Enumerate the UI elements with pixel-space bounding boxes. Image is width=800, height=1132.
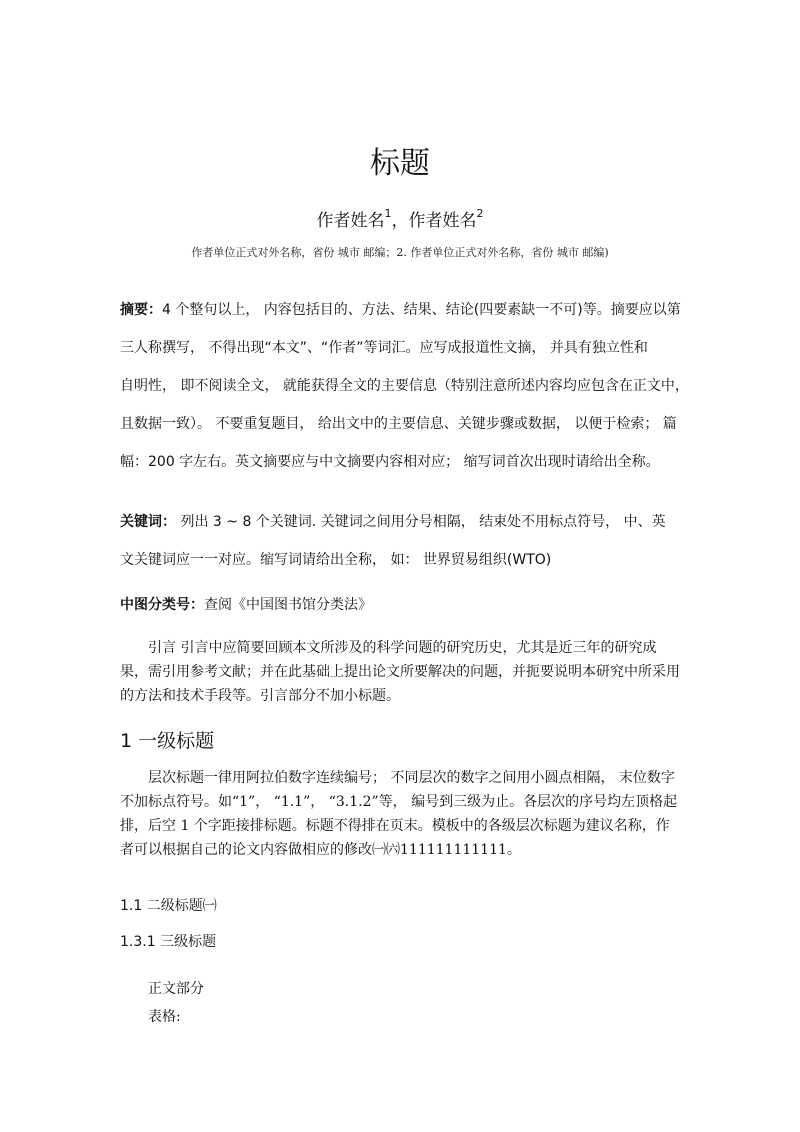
keywords-label: 关键词： [120,514,176,530]
table-label: 表格: [148,1009,181,1025]
intro-text: 引言 引言中应简要回顾本文所涉及的科学问题的研究历史，尤其是近三年的研究成果，需引用参考文献；并在此基础上提出论文所要解决的问题，并扼要说明本研究中所采用的方法和技术手段等。引言部分不加小标题。 [120,640,680,704]
author-affil-mark: 2 [476,207,484,221]
heading-level-1: 1 一级标题 [120,730,215,752]
clc-label: 中图分类号： [120,597,204,613]
abstract-line: 幅：200 字左右。英文摘要应与中文摘要内容相对应； 缩写词首次出现时请给出全称。 [120,454,660,470]
abstract-line: 自明性， 即不阅读全文， 就能获得全文的主要信息（特别注意所述内容均应包含在正文中， [120,378,689,394]
abstract-line: 三人称撰写， 不得出现“本文”、“作者”等词汇。应写成报道性文摘， 并具有独立性和 [120,340,648,356]
keywords-line [120,512,682,550]
author-name: 作者姓名 [316,211,385,231]
affiliation-line: 作者单位正式对外名称，省份 城市 邮编；2. 作者单位正式对外名称，省份 城市 邮编) [191,246,609,259]
clc-line [120,595,682,615]
section1-paragraph [120,766,682,862]
body-part-label: 正文部分 [148,981,204,997]
keywords-block [120,512,682,588]
author-name: 作者姓名 [408,211,477,231]
author-affil-mark: 1 [384,207,392,221]
abstract-block [120,300,689,490]
author-separator: ， [391,211,409,231]
paper-title: 标题 [370,146,430,181]
author-line [0,206,800,231]
heading-level-2: 1.1 二级标题㈠ [120,898,217,914]
introduction-paragraph [120,636,682,708]
abstract-line [120,300,682,338]
abstract-text: 4 个整句以上， 内容包括目的、方法、结果、结论(四要素缺一不可)等。摘要应以第 [162,302,681,318]
abstract-label: 摘要： [120,302,162,318]
clc-value: 查阅《中国图书馆分类法》 [204,597,372,613]
clc-block [120,595,682,615]
abstract-line: 且数据一致）。 不要重复题目， 给出文中的主要信息、关键步骤或数据， 以便于检索； 篇 [120,416,677,432]
keywords-line: 文关键词应一一对应。缩写词请给出全称， 如： 世界贸易组织(WTO) [120,552,552,568]
keywords-text: 列出 3 ~ 8 个关键词. 关键词之间用分号相隔， 结束处不用标点符号， 中、英 [176,514,666,530]
heading-level-3: 1.3.1 三级标题 [120,934,217,950]
section1-text: 层次标题一律用阿拉伯数字连续编号； 不同层次的数字之间用小圆点相隔， 末位数字不加标点符号。如“1”， “1.1”， “3.1.2”等， 编号到三级为止。各层次的序号均左顶格起排，后空 1 个字距接排标题。标题不得排在页末。模板中的各级层次标题为建议名称，作者可以根据自己的论文内容做相应的修改㈠㈥111111111111。 [120,770,678,858]
